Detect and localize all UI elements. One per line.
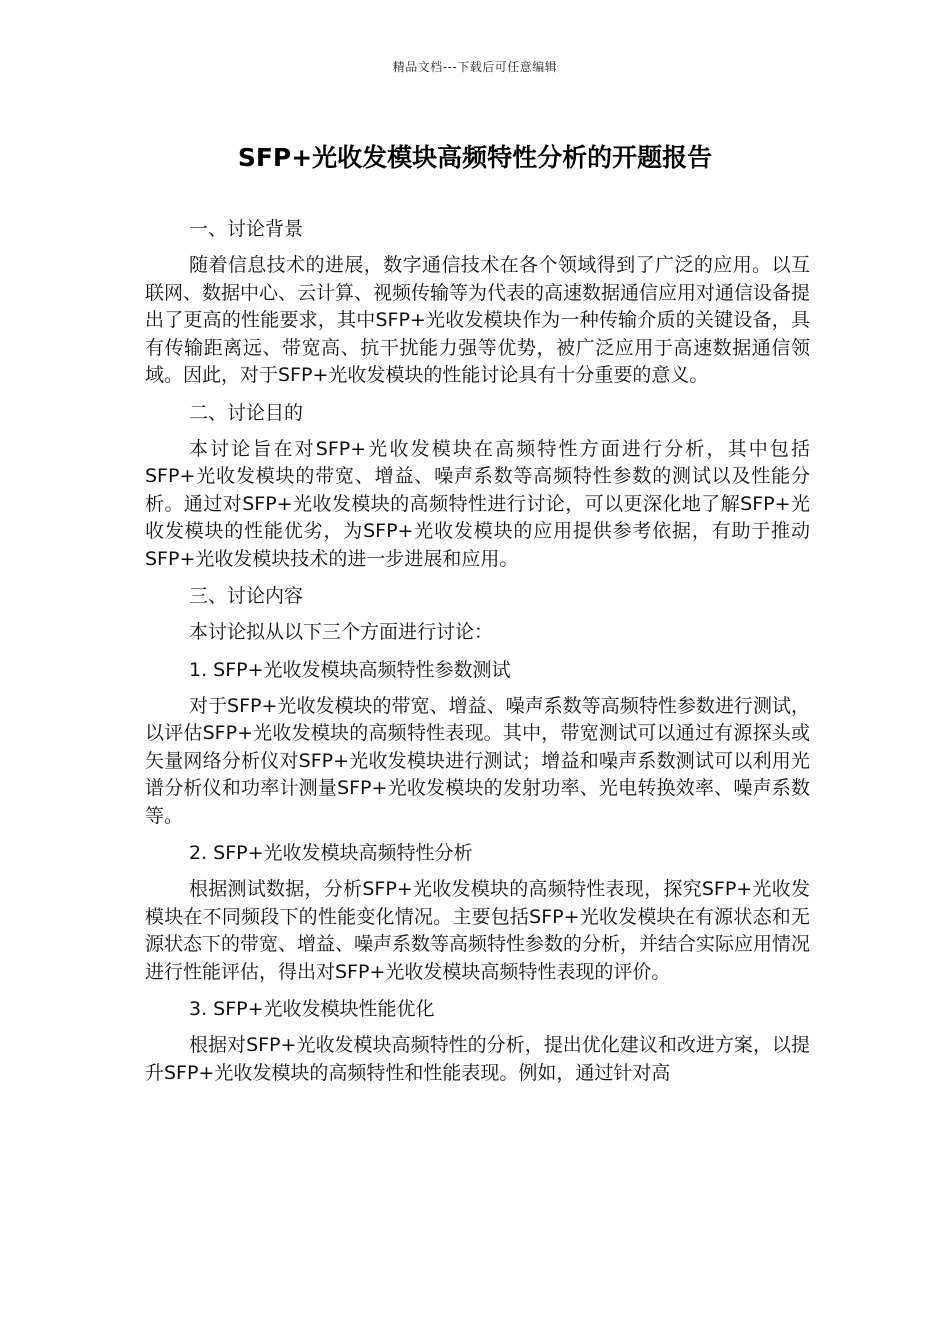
subheading-parameter-test: 1. SFP+光收发模块高频特性参数测试: [189, 658, 511, 681]
paragraph-purpose: 本讨论旨在对SFP+光收发模块在高频特性方面进行分析，其中包括SFP+光收发模块的带宽、增益、噪声系数等高频特性参数的测试以及性能分析。通过对SFP+光收发模块的高频特性进行讨论，可以更深化地了解SFP+光收发模块的性能优劣，为SFP+光收发模块的应用提供参考依据，有助于推动SFP+光收发模块技术的进一步进展和应用。: [145, 437, 810, 570]
paragraph-performance-optimization: 根据对SFP+光收发模块高频特性的分析，提出优化建议和改进方案，以提升SFP+光收发模块的高频特性和性能表现。例如，通过针对高: [145, 1034, 810, 1084]
document-title: SFP+光收发模块高频特性分析的开题报告: [237, 143, 713, 172]
section-heading-purpose: 二、讨论目的: [189, 401, 304, 424]
paragraph-content-intro: 本讨论拟从以下三个方面进行讨论：: [189, 621, 494, 643]
paragraph-characteristic-analysis: 根据测试数据，分析SFP+光收发模块的高频特性表现，探究SFP+光收发模块在不同频段下的性能变化情况。主要包括SFP+光收发模块在有源状态和无源状态下的带宽、增益、噪声系数等高频特性参数的分析，并结合实际应用情况进行性能评估，得出对SFP+光收发模块高频特性表现的评价。: [145, 878, 811, 983]
document-body: [145, 215, 810, 1096]
paragraph-background: 随着信息技术的进展，数字通信技术在各个领域得到了广泛的应用。以互联网、数据中心、云计算、视频传输等为代表的高速数据通信应用对通信设备提出了更高的性能要求，其中SFP+光收发模块作为一种传输介质的关键设备，具有传输距离远、带宽高、抗干扰能力强等优势，被广泛应用于高速数据通信领域。因此，对于SFP+光收发模块的性能讨论具有十分重要的意义。: [145, 254, 811, 386]
section-heading-content: 三、讨论内容: [189, 585, 304, 607]
subheading-characteristic-analysis: 2. SFP+光收发模块高频特性分析: [189, 842, 473, 864]
header-note: 精品文档---下载后可任意编辑: [392, 60, 558, 74]
section-heading-background: 一、讨论背景: [189, 218, 304, 240]
subheading-performance-optimization: 3. SFP+光收发模块性能优化: [189, 998, 435, 1020]
paragraph-parameter-test: 对于SFP+光收发模块的带宽、增益、噪声系数等高频特性参数进行测试，以评估SFP+光收发模块的高频特性表现。其中，带宽测试可以通过有源探头或矢量网络分析仪对SFP+光收发模块进行测试；增益和噪声系数测试可以利用光谱分析仪和功率计测量SFP+光收发模块的发射功率、光电转换效率、噪声系数等。: [145, 694, 810, 827]
